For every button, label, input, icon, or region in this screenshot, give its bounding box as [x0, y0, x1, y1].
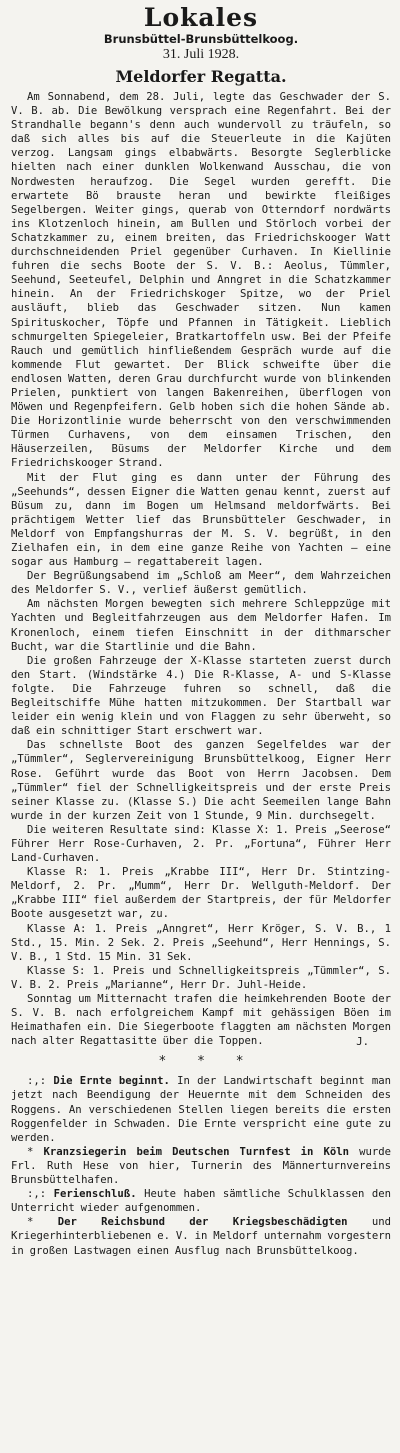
brief-text: wurde Frl. Ruth Hese von hier, Turnerin des Männerturnvereins Brunsbüttelhafen.	[11, 1145, 391, 1187]
article-paragraph: Der Begrüßungsabend im „Schloß am Meer“, dem Wahrzeichen des Meldorfer S. V., verlief äußerst gemütlich.	[11, 570, 391, 597]
section-separator: * * *	[159, 1054, 257, 1070]
brief-headline: Kranzsiegerin beim Deutschen Turnfest in Köln	[43, 1145, 350, 1158]
brief-headline: Der Reichsbund der Kriegsbeschädigten	[57, 1216, 348, 1229]
brief-marker: *	[27, 1216, 34, 1229]
issue-date: 31. Juli 1928.	[162, 47, 240, 62]
news-brief	[11, 1145, 391, 1187]
brief-text: und Kriegerhinterbliebenen e. V. in Meldorf unternahm vorgestern in großen Lastwagen einen Ausflug nach Brunsbüttelkoog.	[11, 1216, 391, 1257]
article-body	[11, 90, 391, 1048]
brief-text: In der Landwirtschaft beginnt man jetzt nach Beendigung der Heuernte mit dem Schneiden des Roggens. An verschiedenen Stellen liegen bereits die ersten Roggenfelder in Schwaden. Die Ernte verspricht eine gute zu werden.	[11, 1075, 391, 1144]
brief-marker: :,:	[27, 1188, 47, 1201]
brief-marker: *	[27, 1145, 34, 1158]
brief-text: Heute haben sämtliche Schulklassen den Unterricht wieder aufgenommen.	[11, 1188, 391, 1215]
news-brief	[11, 1074, 391, 1144]
brief-headline: Ferienschluß.	[53, 1188, 137, 1201]
article-paragraph: Sonntag um Mitternacht trafen die heimkehrenden Boote der S. V. B. nach erfolgreichem Kampf mit gehässigen Böen im Heimathafen ein. Die Siegerboote flaggten am nächsten Morgen nach alter Regattasitte über die Toppen.	[11, 993, 391, 1048]
article-paragraph: Klasse S: 1. Preis und Schnelligkeitspreis „Tümmler“, S. V. B. 2. Preis „Marianne“, Herr Dr. Juhl-Heide.	[11, 964, 391, 991]
article-paragraph: Klasse A: 1. Preis „Anngret“, Herr Kröger, S. V. B., 1 Std., 15. Min. 2 Sek. 2. Preis „Seehund“, Herr Hennings, S. V. B., 1 Std. 15 Min. 31 Sek.	[11, 922, 391, 963]
news-briefs	[11, 1074, 391, 1257]
news-brief	[11, 1187, 391, 1215]
article-paragraph: Mit der Flut ging es dann unter der Führung des „Seehunds“, dessen Eigner die Watten genau kennt, zuerst auf Büsum zu, dann im Bogen um Helmsand meldorfwärts. Bei prächtigem Wetter lief das Brunsbütteler Geschwader, in Meldorf von Empfangshurras der M. S. V. begrüßt, in den Zielhafen ein, in dem eine ganze Reihe von Yachten — eine sogar aus Hamburg — regattabereit lagen.	[11, 471, 391, 569]
article-paragraph: Die großen Fahrzeuge der X-Klasse starteten zuerst durch den Start. (Windstärke 4.) Die R-Klasse, A- und S-Klasse folgte. Die Fahrzeuge fuhren so schnell, daß die Begleitschiffe Mühe hatten mitzukommen. Der Startball war leider ein wenig klein und von Flaggen zu sehr überweht, so daß ein schnittiger Start erschwert war.	[11, 654, 391, 738]
brief-marker: :,:	[27, 1075, 47, 1088]
news-brief	[11, 1215, 391, 1257]
article-paragraph: Am nächsten Morgen bewegten sich mehrere Schleppzüge mit Yachten und Begleitfahrzeugen aus dem Meldorfer Hafen. Im Kronenloch, einem tiefen Einschnitt in der dithmarscher Bucht, war die Startlinie und die Bahn.	[11, 598, 391, 653]
article-paragraph: Klasse R: 1. Preis „Krabbe III“, Herr Dr. Stintzing-Meldorf, 2. Pr. „Mumm“, Herr Dr. Wellguth-Meldorf. Der „Krabbe III“ fiel außerdem der Startpreis, der für Meldorfer Boote ausgesetzt war, zu.	[11, 866, 391, 921]
author-signature: J.	[356, 1036, 369, 1049]
brief-headline: Die Ernte beginnt.	[53, 1075, 170, 1088]
article-title: Meldorfer Regatta.	[115, 67, 287, 86]
article-paragraph: Die weiteren Resultate sind: Klasse X: 1. Preis „Seerose“ Führer Herr Rose-Curhaven, 2. Pr. „Fortuna“, Führer Herr Land-Curhaven.	[11, 823, 391, 865]
dateline: Brunsbüttel-Brunsbüttelkoog.	[103, 32, 299, 46]
article-paragraph: Am Sonnabend, dem 28. Juli, legte das Geschwader der S. V. B. ab. Die Bewölkung versprach eine Regenfahrt. Bei der Strandhalle begann's denn auch wundervoll zu träufeln, so daß sich alles bis auf die Steuerleute in die Kajüten verzog. Langsam gings elbabwärts. Besorgte Seglerblicke hielten nach einer dunklen Wolkenwand Ausschau, die von Nordwesten heraufzog. Die Segel wurden gerefft. Die erwartete Bö brauste heran und bewirkte fleißiges Segelbergen. Weiter gings, querab von Otterndorf nordwärts ins Klotzenloch hinein, am Bullen und Störloch vorbei der Schatzkammer zu, einem breiten, das Friedrichskooger Watt durchschneidenden Priel gegenüber Curhaven. In Kiellinie fuhren die sechs Boote der S. V. B.: Aeolus, Tümmler, Seehund, Seeteufel, Delphin und Anngret in die Schatzkammer hinein. An der Friedrichskoger Spitze, wo der Priel ausläuft, blieb das Geschwader sitzen. Nun kamen Spirituskocher, Töpfe und Pfannen in Tätigkeit. Lieblich schmurgelten Spiegeleier, Bratkartoffeln usw. Bei der Pfeife Rauch und gemütlich hinfließendem Gespräch wurde auf die kommende Flut gewartet. Der Blick schweifte über die endlosen Watten, deren Grau durchfurcht wurde von blinkenden Prielen, punktiert von langen Bakenreihen, überflogen von Möwen und Regenpfeifern. Gelb hoben sich die hohen Sände ab. Die Horizontlinie wurde beherrscht von den verschwimmenden Türmen Curhavens, von dem einsamen Trischen, den Häuserzeilen, Büsums der Meldorfer Kirche und dem Friedrichskooger Strand.	[11, 91, 391, 470]
article-paragraph: Das schnellste Boot des ganzen Segelfeldes war der „Tümmler“, Seglervereinigung Brunsbüttelkoog, Eigner Herr Rose. Geführt wurde das Boot von Herrn Jacobsen. Dem „Tümmler“ fiel der Schnelligkeitspreis und der erste Preis seiner Klasse zu. (Klasse S.) Die acht Seemeilen lange Bahn wurde in der kurzen Zeit von 1 Stunde, 9 Min. durchsegelt.	[11, 739, 391, 822]
section-title: Lokales	[143, 3, 259, 32]
